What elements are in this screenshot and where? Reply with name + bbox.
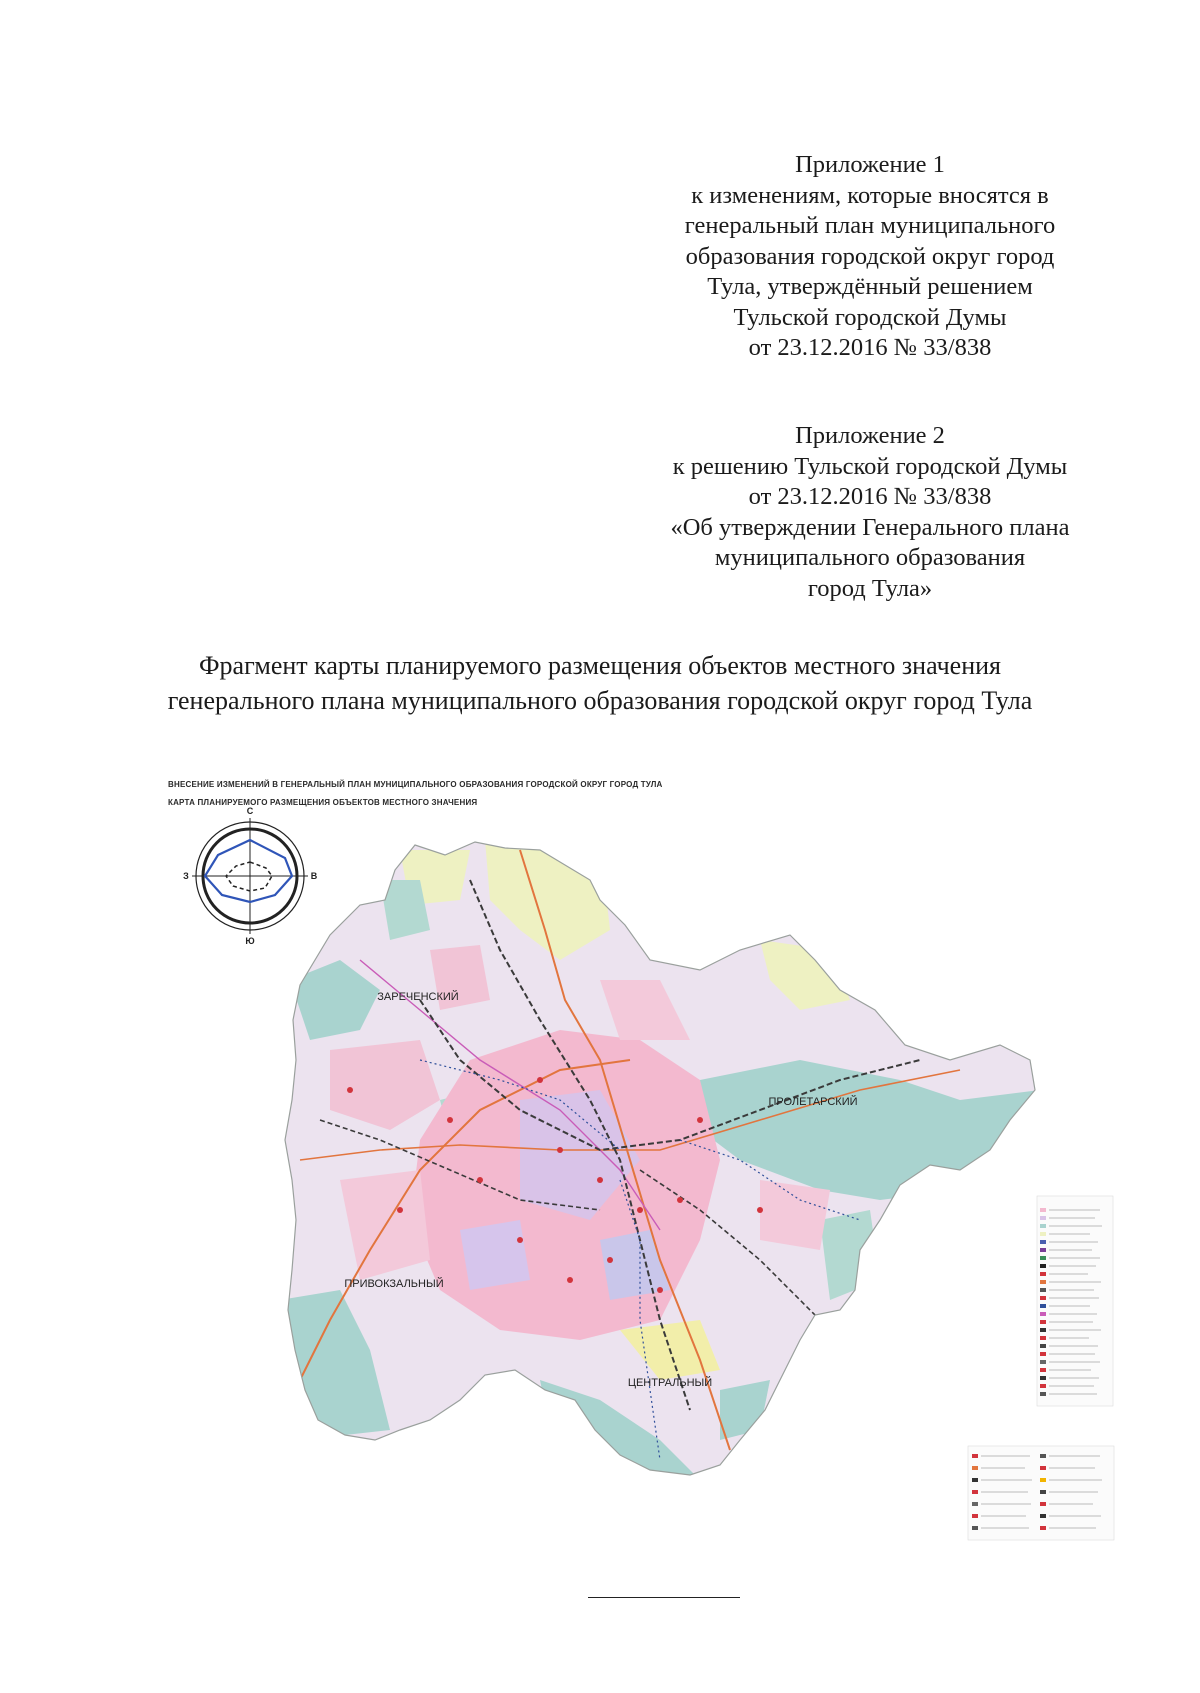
map-legend-panel: [968, 1196, 1114, 1540]
appendix-1-line: Приложение 1: [795, 151, 945, 178]
fragment-title-line: генерального плана муниципального образования городской округ город Тула: [167, 686, 1033, 715]
appendix-2-line: к решению Тульской городской Думы: [672, 452, 1068, 480]
district-label-tsentralny: ЦЕНТРАЛЬНЫЙ: [627, 1377, 713, 1389]
district-label-proletarsky: ПРОЛЕТАРСКИЙ: [768, 1096, 858, 1108]
appendix-2-line: город Тула»: [807, 574, 933, 602]
appendix-1-line: Тульской городской Думы: [733, 303, 1007, 331]
appendix-1-line: к изменениям, которые вносятся в: [691, 181, 1049, 209]
compass-north-label: С: [246, 806, 254, 816]
compass-south-label: Ю: [245, 936, 255, 946]
appendix-2-line: «Об утверждении Генерального плана: [670, 513, 1070, 541]
district-label-zarechensky: ЗАРЕЧЕНСКИЙ: [377, 991, 459, 1003]
appendix-1-line: от 23.12.2016 № 33/838: [748, 334, 992, 361]
city-territory: [270, 830, 1050, 1490]
compass-west-label: З: [183, 871, 189, 881]
appendix-1-line: образования городской округ город: [685, 242, 1055, 270]
appendix-2-line: Приложение 2: [795, 422, 945, 449]
district-label-privokzalny: ПРИВОКЗАЛЬНЫЙ: [344, 1278, 444, 1290]
wind-rose-icon: [183, 806, 318, 946]
appendix-2-line: от 23.12.2016 № 33/838: [748, 483, 992, 510]
map-heading-plan-changes: ВНЕСЕНИЕ ИЗМЕНЕНИЙ В ГЕНЕРАЛЬНЫЙ ПЛАН МУНИЦИПАЛЬНОГО ОБРАЗОВАНИЯ ГОРОДСКОЙ ОКРУГ ГОРОД ТУЛА: [168, 780, 663, 789]
bottom-separator-rule: [588, 1597, 740, 1598]
appendix-2-line: муниципального образования: [714, 544, 1026, 571]
fragment-title-line: Фрагмент карты планируемого размещения объектов местного значения: [198, 651, 1001, 680]
appendix-1-line: Тула, утверждённый решением: [707, 273, 1033, 300]
appendix-1-line: генеральный план муниципального: [684, 212, 1056, 239]
compass-east-label: В: [310, 871, 318, 881]
map-heading-map-title: КАРТА ПЛАНИРУЕМОГО РАЗМЕЩЕНИЯ ОБЪЕКТОВ МЕСТНОГО ЗНАЧЕНИЯ: [168, 798, 478, 807]
